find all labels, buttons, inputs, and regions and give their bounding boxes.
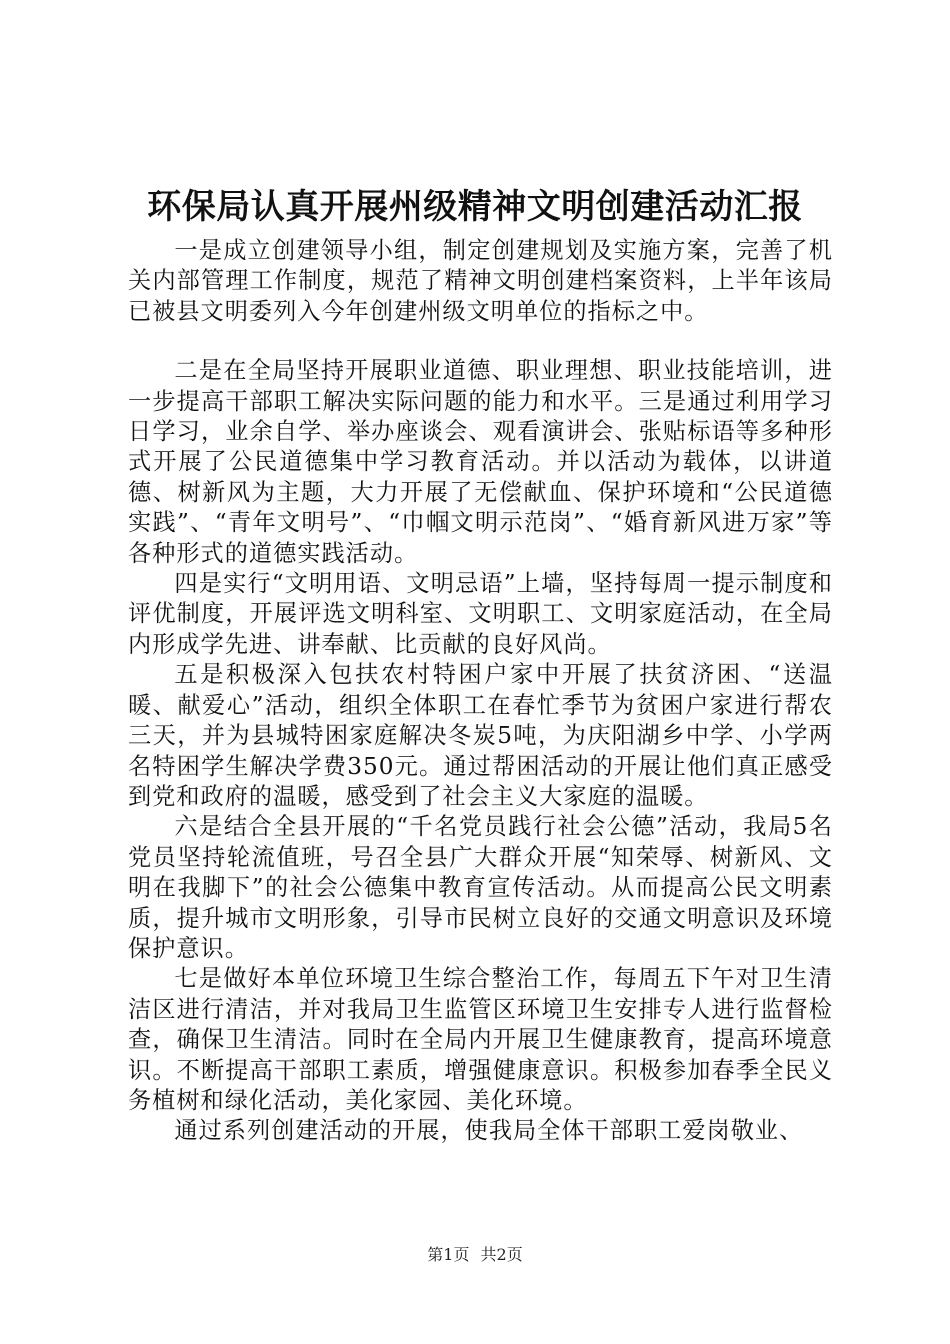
paragraph-4: 五是积极深入包扶农村特困户家中开展了扶贫济困、“送温暖、献爱心”活动，组织全体职工在春忙季节为贫困户家进行帮农三天，并为县城特困家庭解决冬炭5吨，为庆阳湖乡中学、小学两名特困学生解决学费350元。通过帮困活动的开展让他们真正感受到党和政府的温暖，感受到了社会主义大家庭的温暖。	[128, 661, 833, 810]
page-total: 共2页	[480, 1245, 523, 1264]
paragraph-3: 四是实行“文明用语、文明忌语”上墙，坚持每周一提示制度和评优制度，开展评选文明科室、文明职工、文明家庭活动，在全局内形成学先进、讲奉献、比贡献的良好风尚。	[128, 570, 833, 658]
page-footer	[0, 1244, 950, 1266]
document-title: 环保局认真开展州级精神文明创建活动汇报	[147, 187, 803, 227]
paragraph-1: 一是成立创建领导小组，制定创建规划及实施方案，完善了机关内部管理工作制度，规范了精神文明创建档案资料，上半年该局已被县文明委列入今年创建州级文明单位的指标之中。	[128, 237, 833, 325]
paragraph-6: 七是做好本单位环境卫生综合整治工作，每周五下午对卫生清洁区进行清洁，并对我局卫生监管区环境卫生安排专人进行监督检查，确保卫生清洁。同时在全局内开展卫生健康教育，提高环境意识。不断提高干部职工素质，增强健康意识。积极参加春季全民义务植树和绿化活动，美化家园、美化环境。	[128, 965, 833, 1114]
document-body	[128, 236, 833, 1147]
paragraph-2: 二是在全局坚持开展职业道德、职业理想、职业技能培训，进一步提高干部职工解决实际问题的能力和水平。三是通过利用学习日学习，业余自学、举办座谈会、观看演讲会、张贴标语等多种形式开展了公民道德集中学习教育活动。并以活动为载体，以讲道德、树新风为主题，大力开展了无偿献血、保护环境和“公民道德实践”、“青年文明号”、“巾帼文明示范岗”、“婚育新风进万家”等各种形式的道德实践活动。	[128, 357, 833, 567]
paragraph-7: 通过系列创建活动的开展，使我局全体干部职工爱岗敬业、	[174, 1117, 804, 1145]
page-number: 第1页	[427, 1245, 470, 1264]
paragraph-5: 六是结合全县开展的“千名党员践行社会公德”活动，我局5名党员坚持轮流值班，号召全县广大群众开展“知荣辱、树新风、文明在我脚下”的社会公德集中教育宣传活动。从而提高公民文明素质，提升城市文明形象，引导市民树立良好的交通文明意识及环境保护意识。	[128, 813, 833, 962]
